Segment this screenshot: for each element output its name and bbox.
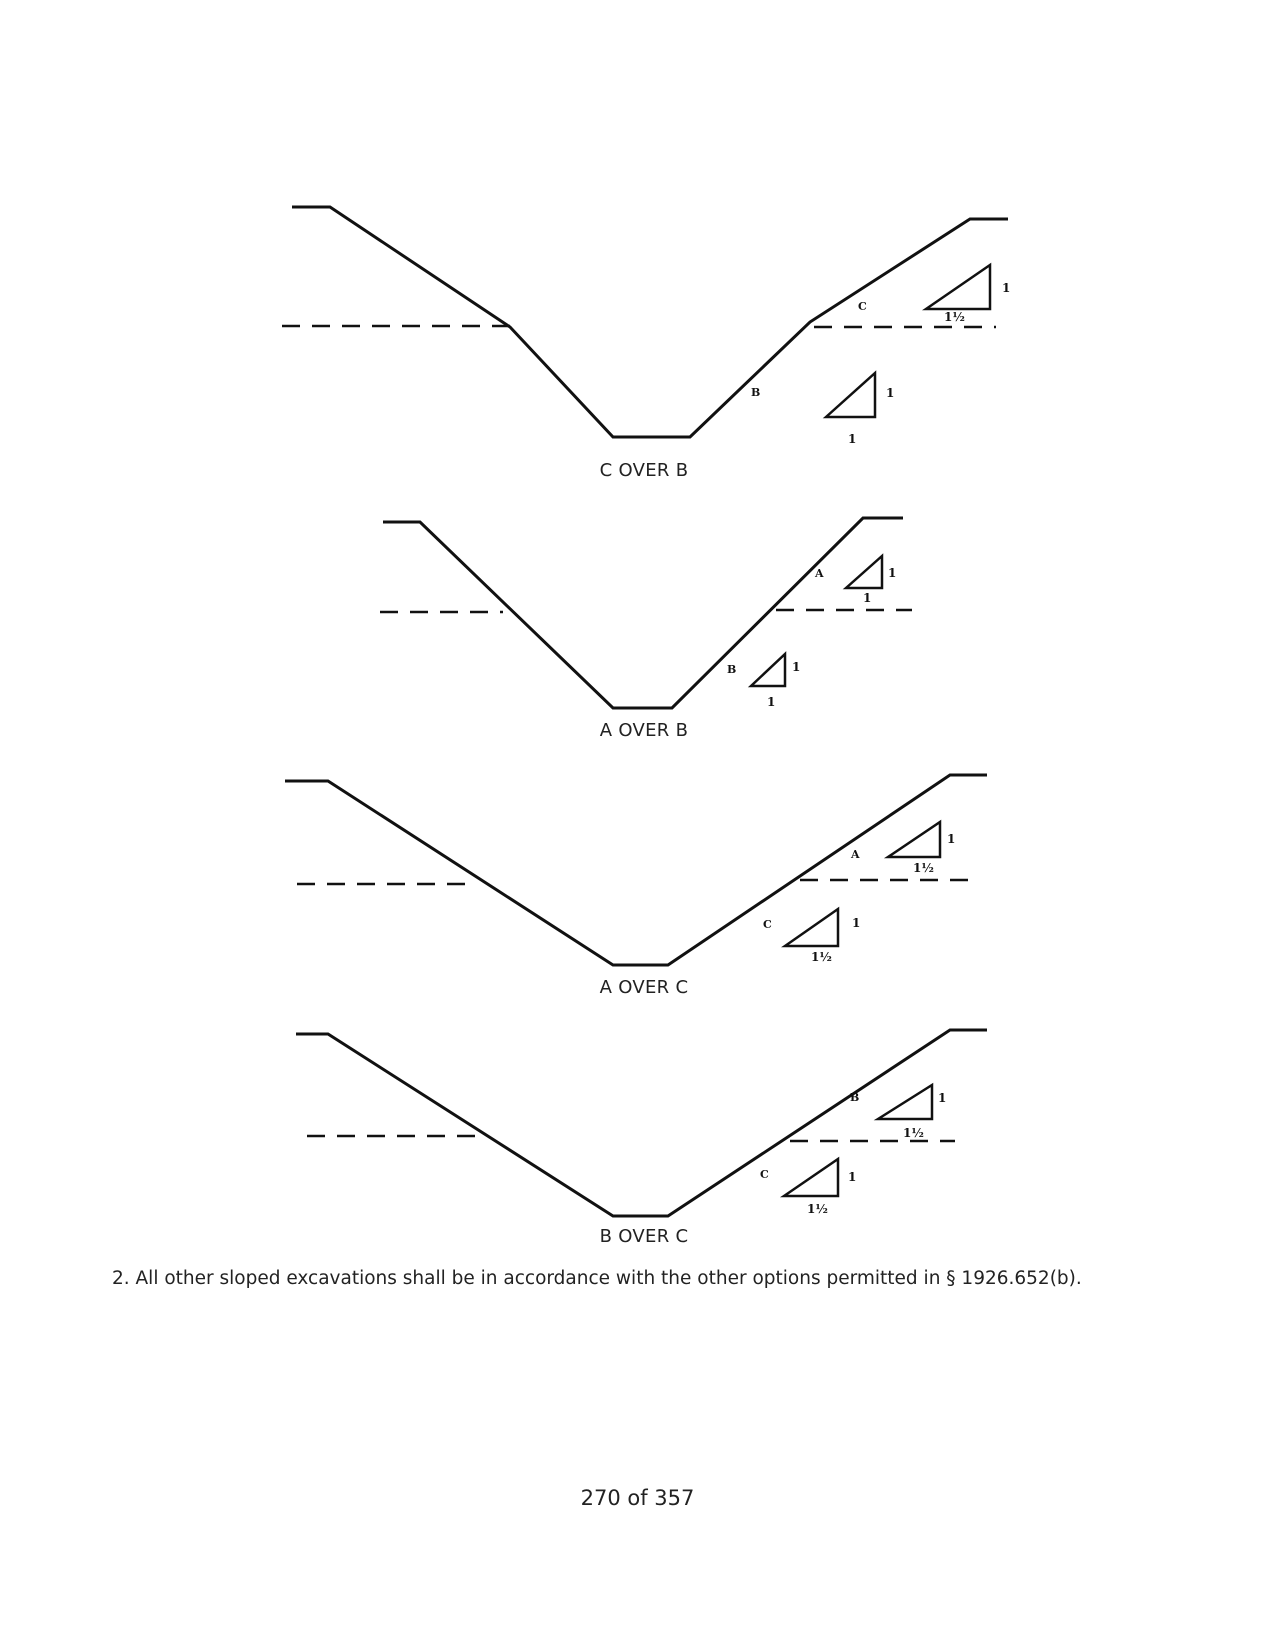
diagram-caption-a-over-b: A OVER B xyxy=(599,720,689,741)
diagram-a-over-b xyxy=(380,518,912,709)
slope-triangle-upper xyxy=(926,265,990,309)
ratio-horizontal-lower: 1 xyxy=(848,432,857,446)
slope-triangle-upper xyxy=(888,822,940,857)
ratio-horizontal-lower: 1 xyxy=(767,695,776,709)
slope-label-lower: C xyxy=(763,918,772,931)
diagram-c-over-b xyxy=(282,207,1010,446)
slope-triangle-lower xyxy=(826,373,875,417)
diagram-caption-b-over-c: B OVER C xyxy=(599,1226,689,1247)
slope-label-upper: C xyxy=(858,300,867,313)
ratio-vertical-lower: 1 xyxy=(792,660,801,674)
slope-triangle-lower xyxy=(751,654,785,686)
diagram-a-over-c xyxy=(285,775,987,965)
ratio-horizontal-lower: 1½ xyxy=(811,950,832,964)
excavation-profile xyxy=(292,207,1011,437)
ratio-vertical-upper: 1 xyxy=(888,566,897,580)
ratio-vertical-upper: 1 xyxy=(938,1091,947,1105)
ratio-horizontal-lower: 1½ xyxy=(807,1202,828,1216)
ratio-horizontal-upper: 1½ xyxy=(903,1126,924,1140)
excavation-profile xyxy=(296,1030,987,1216)
slope-triangle-lower xyxy=(785,909,838,946)
slope-label-upper: B xyxy=(850,1091,860,1104)
slope-triangle-upper xyxy=(878,1085,932,1119)
ratio-horizontal-upper: 1½ xyxy=(913,861,934,875)
slope-label-lower: B xyxy=(751,386,761,399)
diagram-b-over-c xyxy=(296,1030,987,1216)
page-number: 270 of 357 xyxy=(580,1486,695,1510)
ratio-horizontal-upper: 1 xyxy=(863,591,872,605)
paragraph-other-sloped-excavations: 2. All other sloped excavations shall be in accordance with the other options permitted in § 1926.652(b). xyxy=(112,1268,1082,1289)
slope-label-lower: C xyxy=(760,1168,769,1181)
diagram-caption-c-over-b: C OVER B xyxy=(599,460,689,481)
ratio-vertical-upper: 1 xyxy=(1002,281,1011,295)
diagram-caption-a-over-c: A OVER C xyxy=(599,977,689,998)
ratio-vertical-lower: 1 xyxy=(852,916,861,930)
ratio-vertical-lower: 1 xyxy=(886,386,895,400)
ratio-vertical-lower: 1 xyxy=(848,1170,857,1184)
excavation-profile xyxy=(285,775,987,965)
slope-triangle-upper xyxy=(846,556,882,588)
ratio-vertical-upper: 1 xyxy=(947,832,956,846)
ratio-horizontal-upper: 1½ xyxy=(944,310,965,324)
excavation-profile xyxy=(383,518,903,708)
slope-label-upper: A xyxy=(815,567,824,580)
slope-label-upper: A xyxy=(851,848,860,861)
slope-triangle-lower xyxy=(784,1159,838,1196)
slope-label-lower: B xyxy=(727,663,737,676)
